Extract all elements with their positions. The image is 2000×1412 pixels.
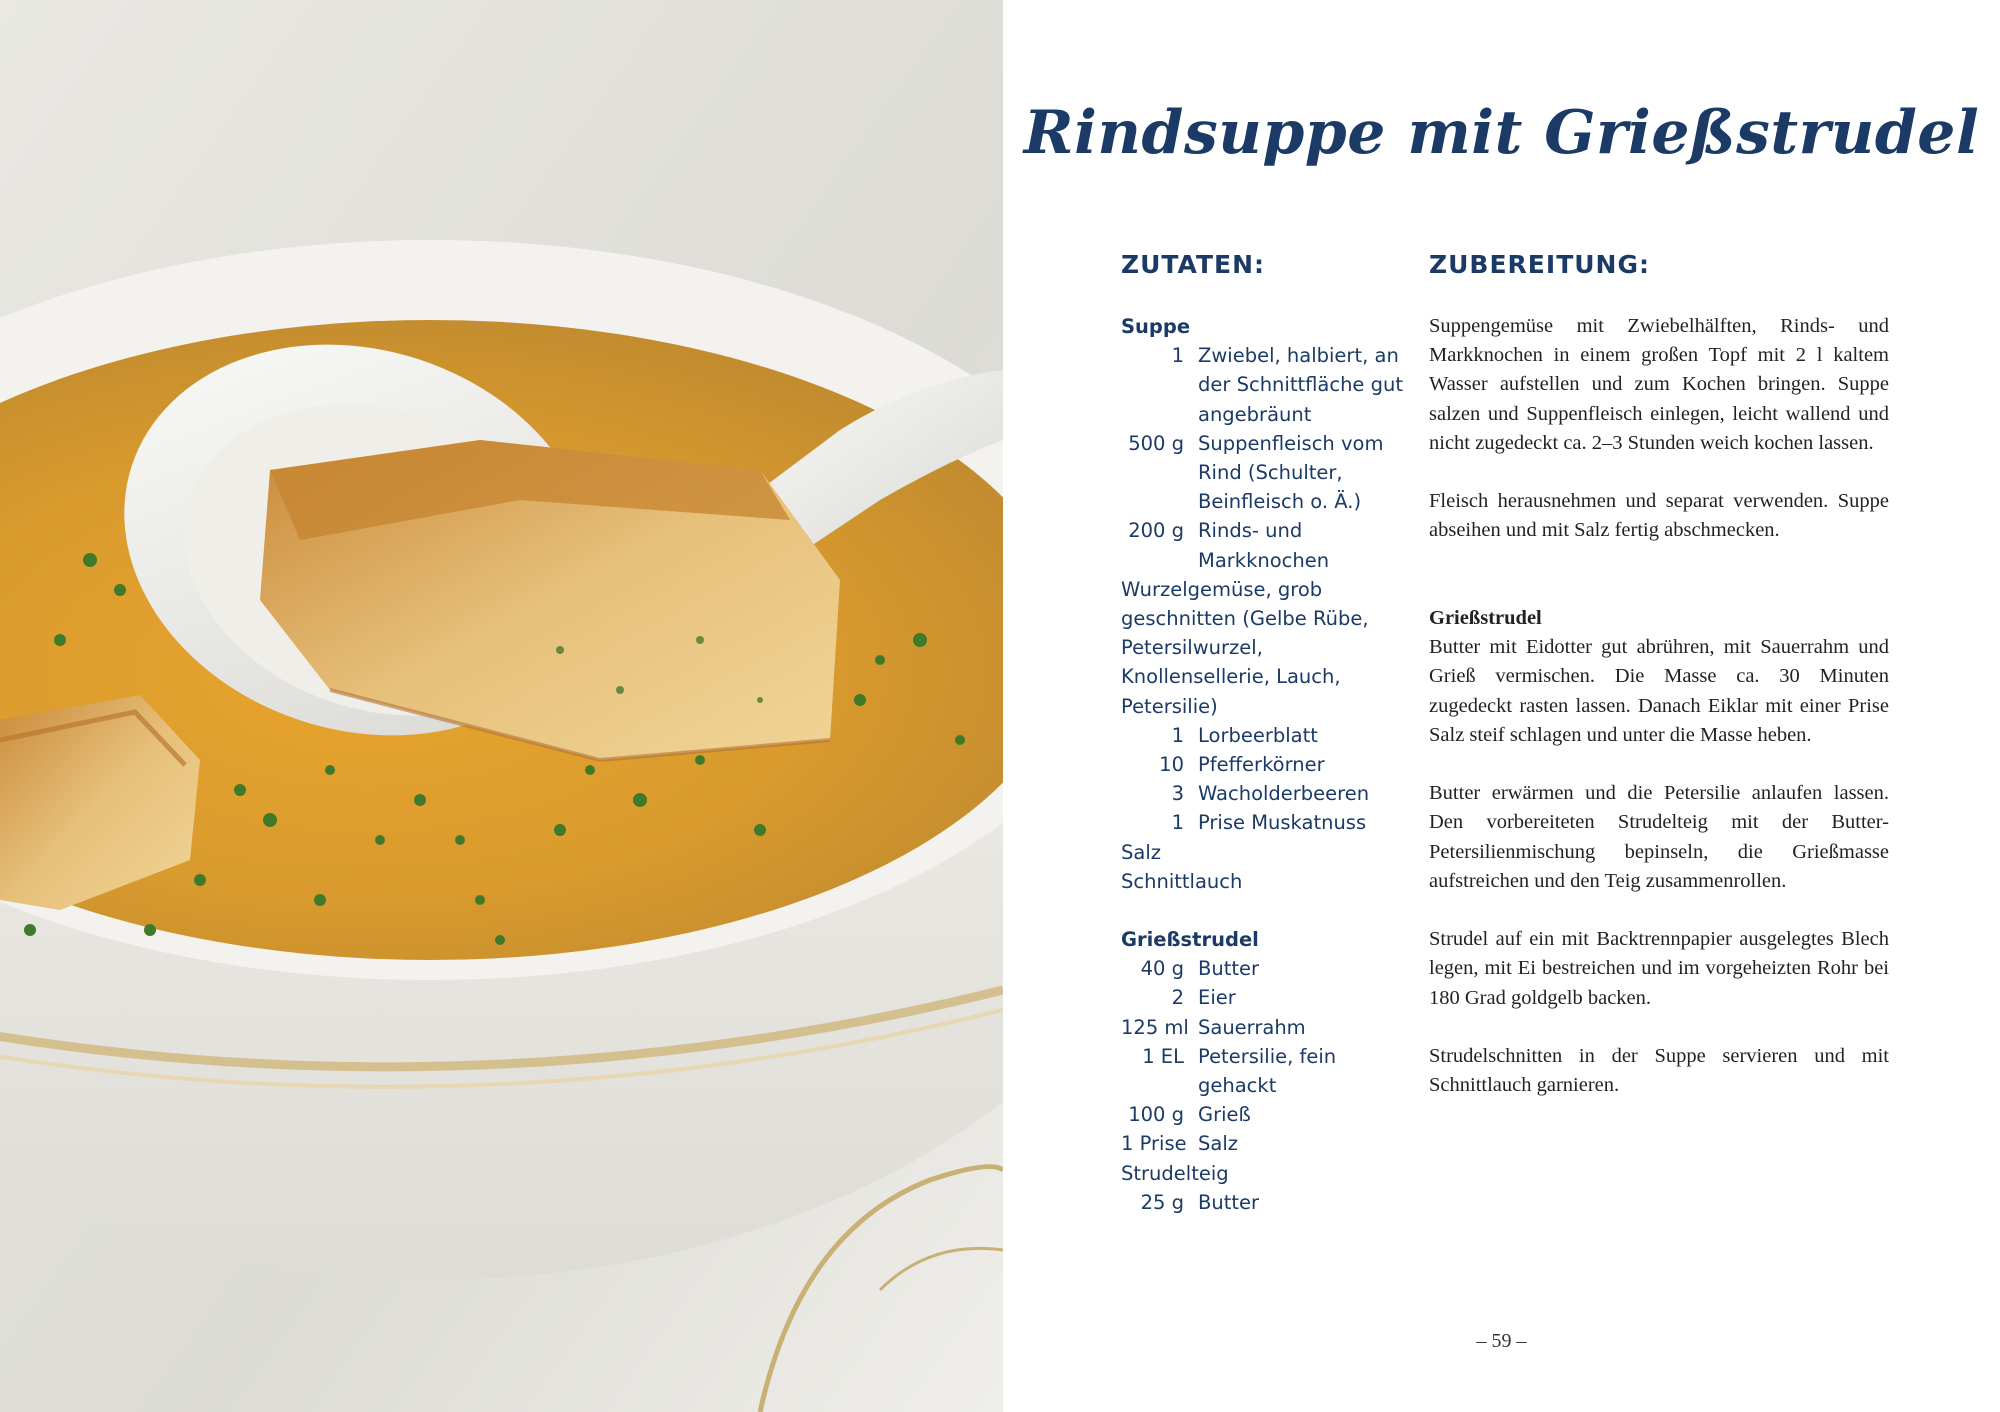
ingredient-qty: 200 g — [1128, 519, 1184, 543]
ingredient-group-title: Suppe — [1121, 315, 1191, 338]
ingredient-free-text: Wurzelgemüse, grob geschnitten (Gelbe Rübe, Petersilwurzel, Knollensellerie, Lauch, Petersilie) — [1121, 577, 1369, 718]
ingredient-row — [1121, 429, 1411, 517]
ingredient-name: Prise Muskatnuss — [1198, 811, 1367, 835]
ingredient-qty: 1 — [1171, 723, 1184, 747]
ingredient-name: Petersilie, fein gehackt — [1198, 1044, 1337, 1098]
recipe-page — [1003, 0, 2000, 1412]
ingredient-qty: 25 g — [1140, 1190, 1184, 1214]
ingredient-row — [1121, 1013, 1411, 1042]
ingredient-name: Sauerrahm — [1198, 1015, 1306, 1039]
ingredient-name: Lorbeerblatt — [1198, 723, 1318, 747]
ingredient-qty: 100 g — [1128, 1103, 1184, 1127]
ingredient-name: Suppenfleisch vom Rind (Schulter, Beinfleisch o. Ä.) — [1198, 431, 1384, 514]
preparation-paragraph: Butter erwärmen und die Petersilie anlaufen lassen. Den vorbereiteten Strudelteig mit der Butter-Petersilienmischung bepinseln, die Grießmasse aufstreichen und den Teig zusammenrollen. — [1429, 782, 1889, 892]
preparation-paragraph: Strudel auf ein mit Backtrennpapier ausgelegtes Blech legen, mit Ei bestreichen und im vorgeheizten Rohr bei 180 Grad goldgelb backen. — [1429, 928, 1889, 1009]
ingredient-row — [1121, 808, 1411, 837]
ingredient-qty: 40 g — [1140, 957, 1184, 981]
ingredient-free-text: Schnittlauch — [1121, 869, 1243, 893]
preparation-text — [1429, 312, 1889, 1130]
ingredient-row — [1121, 341, 1411, 429]
ingredient-qty: 1 — [1171, 811, 1184, 835]
ingredient-name: Wacholderbeeren — [1198, 782, 1370, 806]
spacer — [1429, 575, 1889, 604]
ingredient-row — [1121, 1042, 1411, 1100]
ingredient-row — [1121, 1129, 1411, 1158]
ingredient-qty: 1 Prise — [1121, 1132, 1187, 1156]
ingredient-name: Butter — [1198, 957, 1260, 981]
spacer — [1121, 896, 1411, 925]
ingredient-row — [1121, 516, 1411, 574]
ingredient-row — [1121, 779, 1411, 808]
ingredient-free-text: Strudelteig — [1121, 1161, 1229, 1185]
preparation-paragraph: Strudelschnitten in der Suppe servieren und mit Schnittlauch garnieren. — [1429, 1044, 1889, 1097]
ingredient-name: Zwiebel, halbiert, an der Schnittfläche gut angebräunt — [1198, 344, 1404, 426]
preparation-heading: ZUBEREITUNG: — [1429, 250, 1650, 279]
ingredient-qty: 500 g — [1128, 431, 1184, 455]
ingredient-group-title: Grießstrudel — [1121, 928, 1259, 952]
ingredient-qty: 2 — [1171, 986, 1184, 1010]
ingredient-row — [1121, 1100, 1411, 1129]
ingredient-qty: 1 — [1171, 344, 1184, 368]
ingredient-row — [1121, 1188, 1411, 1217]
ingredient-free-text: Salz — [1121, 840, 1161, 864]
ingredient-row — [1121, 954, 1411, 983]
ingredient-row — [1121, 750, 1411, 779]
ingredient-qty: 10 — [1159, 753, 1184, 777]
ingredients-list — [1121, 312, 1411, 1217]
ingredient-name: Eier — [1198, 986, 1236, 1010]
ingredient-qty: 3 — [1171, 782, 1184, 806]
preparation-subheading: Grießstrudel — [1429, 606, 1542, 629]
ingredient-name: Salz — [1198, 1132, 1238, 1156]
ingredient-name: Pfefferkörner — [1198, 753, 1325, 777]
ingredient-name: Grieß — [1198, 1103, 1251, 1127]
ingredient-row — [1121, 983, 1411, 1012]
ingredient-name: Rinds- und Markknochen — [1198, 519, 1330, 572]
ingredients-heading: ZUTATEN: — [1121, 250, 1265, 279]
preparation-paragraph: Suppengemüse mit Zwiebelhälften, Rinds- und Markknochen in einem großen Topf mit 2 l kaltem Wasser aufstellen und zum Kochen bringen. Suppe salzen und Suppenfleisch einlegen, leicht wallend und nicht zugedeckt ca. 2–3 Stunden weich kochen lassen. — [1429, 315, 1889, 454]
ingredient-row — [1121, 721, 1411, 750]
preparation-paragraph: Butter mit Eidotter gut abrühren, mit Sauerrahm und Grieß vermischen. Die Masse ca. 30 Minuten zugedeckt rasten lassen. Danach Eiklar mit einer Prise Salz steif schlagen und unter die Masse heben. — [1429, 636, 1889, 746]
ingredient-name: Butter — [1198, 1190, 1260, 1214]
ingredient-qty: 1 EL — [1142, 1044, 1184, 1068]
page-number: – 59 – — [1476, 1330, 1527, 1352]
recipe-title: Rindsuppe mit Grießstrudel — [1023, 98, 1980, 168]
ingredient-qty: 125 ml — [1121, 1015, 1189, 1039]
preparation-paragraph: Fleisch herausnehmen und separat verwenden. Suppe abseihen und mit Salz fertig abschmecken. — [1429, 490, 1889, 542]
